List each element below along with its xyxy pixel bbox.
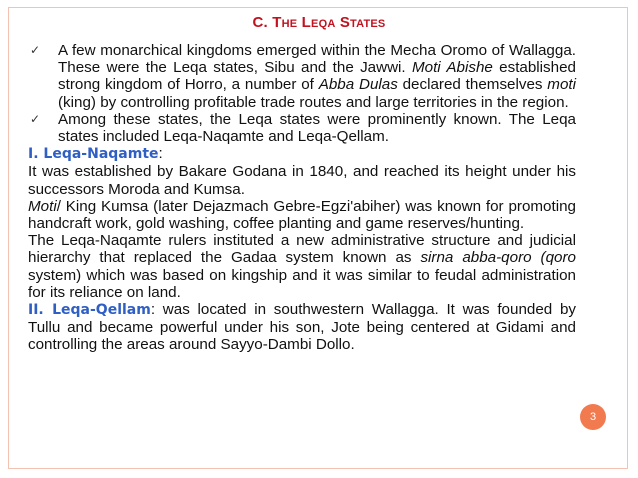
bullet-text: established strong kingdom of Horro, a number of — [58, 59, 576, 94]
paragraph-text: / King Kumsa (later Dejazmach Gebre-Egzi'abiher) was known for promoting handcraft work, gold washing, coffee planting and game reserves/hunting. — [28, 197, 576, 233]
heading-suffix: : — [158, 145, 163, 163]
page-number-badge: 3 — [580, 404, 606, 430]
slide-content — [28, 42, 576, 354]
section-heading-1 — [28, 145, 576, 163]
section-2 — [28, 301, 576, 354]
bullet-text: A few monarchical kingdoms emerged within the Mecha Oromo of Wallagga. These were the Leqa states, Sibu and the Jawwi. — [58, 42, 576, 77]
bullet-italic: Abba Dulas — [318, 76, 398, 94]
heading-leqa-naqamte: I. Leqa-Naqamte — [28, 146, 159, 163]
bullet-text: declared themselves — [397, 76, 548, 94]
paragraph-italic: sirna abba-qoro (qoro — [420, 249, 576, 267]
checkmark-icon: ✓ — [30, 43, 41, 57]
bullet-text: Among these states, the Leqa states were prominently known. The Leqa states included Leqa-Naqamte and Leqa-Qellam. — [58, 110, 576, 146]
bullet-item — [28, 111, 576, 145]
bullet-italic: moti — [547, 76, 576, 94]
checkmark-icon: ✓ — [30, 111, 41, 126]
paragraph-text: system) which was based on kingship and it was similar to feudal administration for its reliance on land. — [28, 266, 576, 301]
paragraph-text: : was located in southwestern Wallagga. It was founded by Tullu and became powerful under his son, Jote being centered at Gidami and controlling the areas around Sayyo-Dambi Dollo. — [28, 301, 576, 354]
bullet-item — [28, 42, 576, 111]
heading-leqa-qellam: II. Leqa-Qellam — [28, 302, 151, 319]
paragraph-text: The Leqa-Naqamte rulers instituted a new administrative structure and judicial hierarchy that replaced the Gadaa system known as — [28, 232, 576, 267]
slide-title: C. The Leqa States — [252, 14, 386, 31]
paragraph-italic: Moti — [28, 197, 57, 215]
bullet-text: (king) by controlling profitable trade routes and large territories in the region. — [58, 93, 569, 111]
paragraph: It was established by Bakare Godana in 1840, and reached its height under his successors Moroda and Kumsa. — [28, 163, 576, 198]
paragraph — [28, 232, 576, 301]
bullet-italic: Moti Abishe — [411, 59, 493, 77]
paragraph — [28, 198, 576, 232]
